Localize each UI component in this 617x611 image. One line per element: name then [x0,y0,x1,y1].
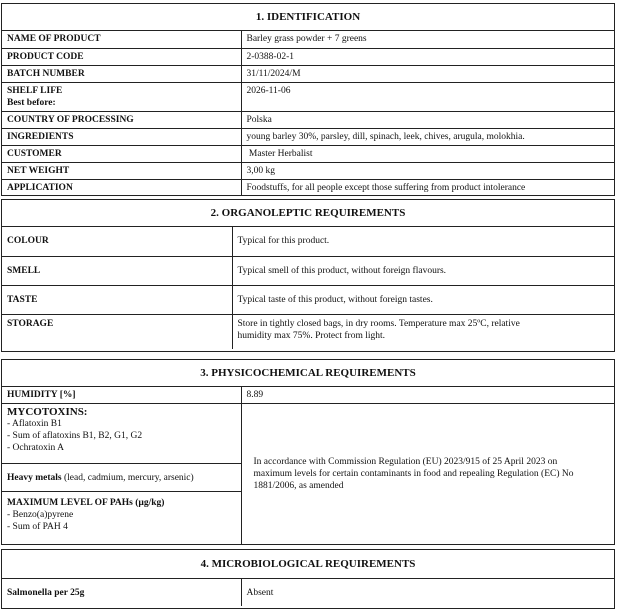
table-row [2,227,614,256]
section-identification [1,3,615,196]
list-item: - Ochratoxin A [7,443,64,453]
row-value: 2026-11-06 [241,82,614,111]
section-title: 4. MICROBIOLOGICAL REQUIREMENTS [2,550,614,579]
row-value: Master Herbalist [241,145,614,162]
table-row [2,314,614,349]
row-value: 3,00 kg [241,162,614,179]
table-row [2,31,614,48]
table-row [2,387,614,404]
table-row [2,179,614,196]
pah-cell [2,492,241,544]
section-physicochemical [1,359,615,545]
section-title: 1. IDENTIFICATION [2,4,614,31]
list-item: - Sum of aflatoxins B1, B2, G1, G2 [7,431,143,441]
table-row [2,285,614,314]
section-microbiological [1,549,615,609]
row-label: PRODUCT CODE [2,48,241,65]
row-value: Store in tightly closed bags, in dry rooms. Temperature max 25ºC, relative humidity max 75%. Protect from light. [232,314,614,349]
organoleptic-table [2,227,614,349]
physicochemical-table [2,387,614,544]
row-label: COLOUR [2,227,232,256]
list-item: - Sum of PAH 4 [7,522,68,532]
shelf-life-label: SHELF LIFE [7,85,63,96]
row-value: young barley 30%, parsley, dill, spinach, leek, chives, arugula, molokhia. [241,128,614,145]
row-label: NAME OF PRODUCT [2,31,241,48]
row-label: Salmonella per 25g [2,579,241,606]
row-value: Polska [241,111,614,128]
humidity-value: 8.89 [246,390,264,400]
table-row [2,48,614,65]
row-value: Absent [246,587,274,598]
table-row [2,82,614,111]
row-value: Typical for this product. [237,236,330,247]
list-item: - Aflatoxin B1 [7,419,62,429]
row-label: COUNTRY OF PROCESSING [2,111,241,128]
identification-table [2,31,614,196]
heavy-metals-detail: (lead, cadmium, mercury, arsenic) [61,472,194,483]
table-row [2,128,614,145]
mycotoxins-heading: MYCOTOXINS: [7,406,88,418]
row-label: SMELL [2,256,232,285]
mycotoxins-cell [2,404,241,464]
row-label: BATCH NUMBER [2,65,241,82]
row-value: 2-0388-02-1 [241,48,614,65]
row-value: Typical smell of this product, without foreign flavours. [232,256,614,285]
section-title: 2. ORGANOLEPTIC REQUIREMENTS [2,200,614,227]
table-row [2,65,614,82]
humidity-label: HUMIDITY [%] [2,387,241,404]
table-row [2,162,614,179]
row-value: Foodstuffs, for all people except those suffering from product intolerance [241,179,614,196]
regulation-text: In accordance with Commission Regulation (EU) 2023/915 of 25 April 2023 on maximum levels for certain contaminants in food and repealing Regulation (EC) No 1881/2006, as amended [241,404,614,544]
section-organoleptic [1,199,615,352]
heavy-metals-cell [2,464,241,492]
row-label: APPLICATION [2,179,241,196]
list-item: - Benzo(a)pyrene [7,510,74,520]
row-label: INGREDIENTS [2,128,241,145]
table-row [2,111,614,128]
row-value: Barley grass powder + 7 greens [246,34,367,44]
row-label: NET WEIGHT [2,162,241,179]
row-label: CUSTOMER [2,145,241,162]
row-value: Typical taste of this product, without foreign tastes. [232,285,614,314]
row-label [2,82,241,111]
row-label: STORAGE [2,314,232,349]
row-value: 31/11/2024/M [241,65,614,82]
table-row [2,404,614,464]
best-before-label: Best before: [7,97,56,108]
table-row [2,579,614,606]
microbiological-table [2,579,614,606]
heavy-metals-label: Heavy metals [7,472,62,483]
table-row [2,256,614,285]
table-row [2,145,614,162]
pah-heading: MAXIMUM LEVEL OF PAHs (µg/kg) [7,498,165,508]
row-label: TASTE [2,285,232,314]
section-title: 3. PHYSICOCHEMICAL REQUIREMENTS [2,360,614,387]
